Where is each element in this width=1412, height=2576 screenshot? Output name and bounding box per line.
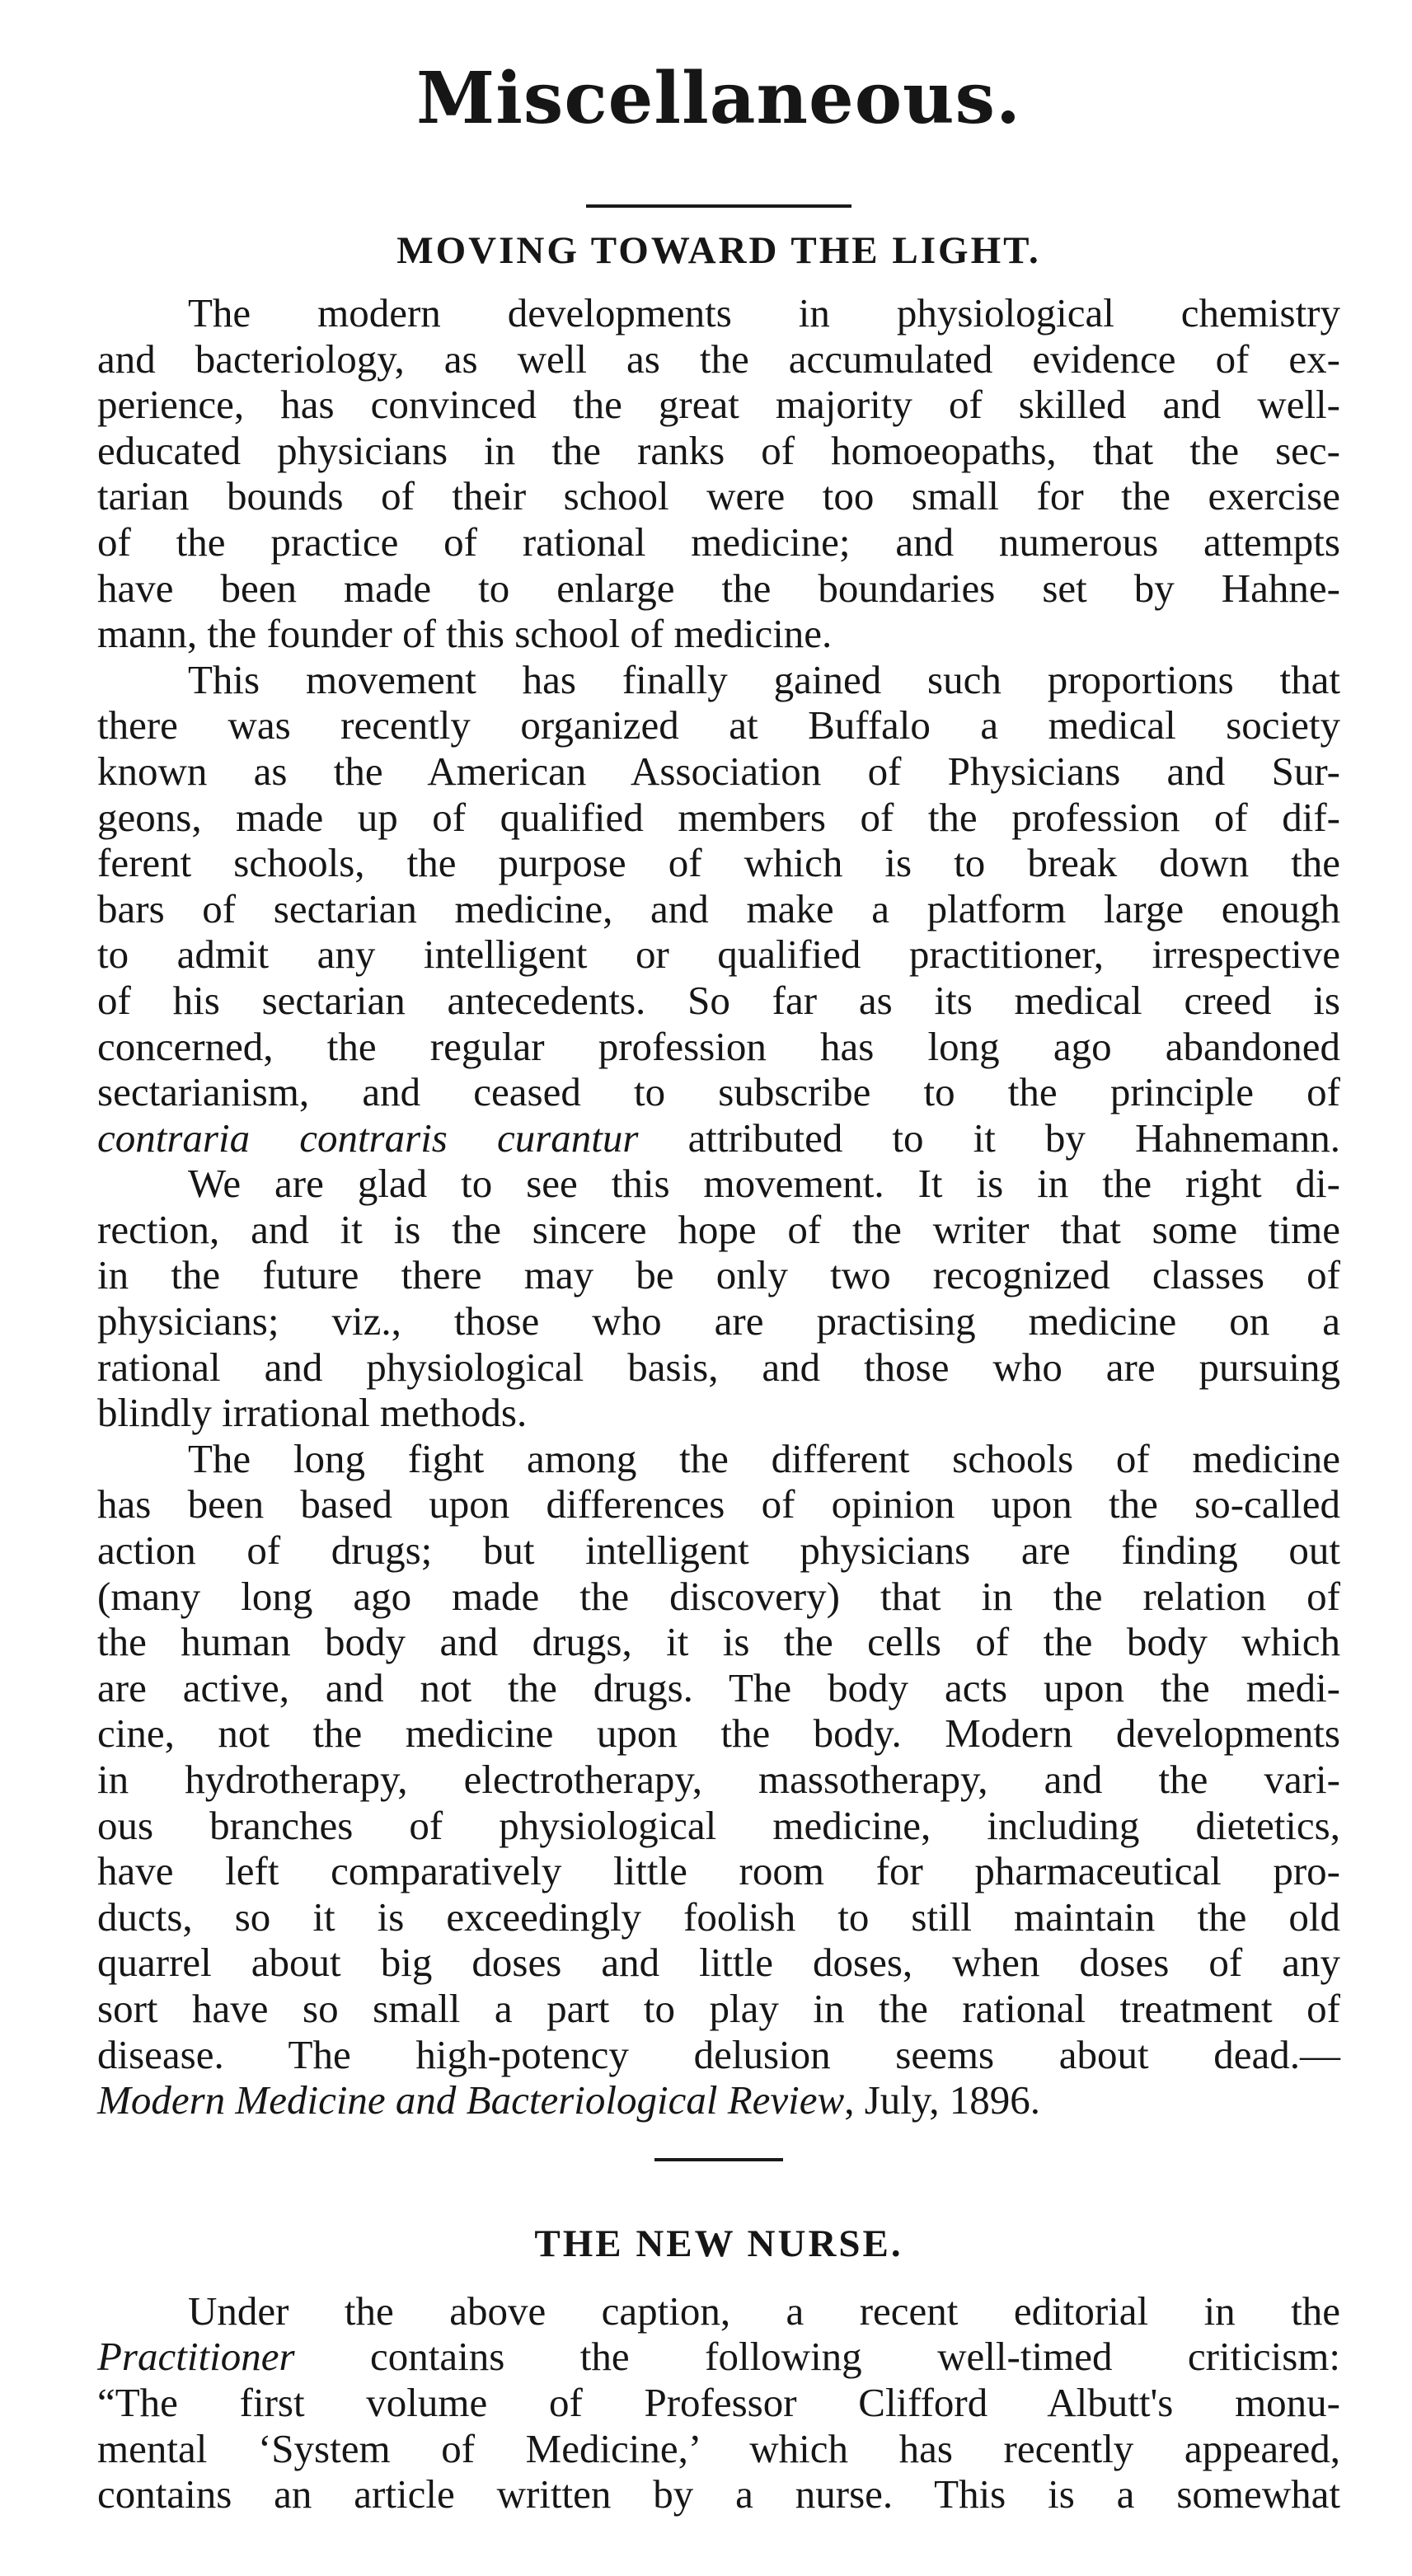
text-line: are active, and not the drugs. The body acts upon the medi- bbox=[97, 1664, 1340, 1710]
text-line: geons, made up of qualified members of the profession of dif- bbox=[97, 794, 1340, 840]
text-line: sectarianism, and ceased to subscribe to the principle of bbox=[97, 1069, 1340, 1115]
text-line: have left comparatively little room for pharmaceutical pro- bbox=[97, 1848, 1340, 1894]
text-line: bars of sectarian medicine, and make a platform large enough bbox=[97, 885, 1340, 931]
document-page bbox=[97, 58, 1340, 2517]
article-heading-the-new-nurse: THE NEW NURSE. bbox=[534, 2222, 903, 2265]
text-line: (many long ago made the discovery) that in the relation of bbox=[97, 1573, 1340, 1619]
text-line: known as the American Association of Physicians and Sur- bbox=[97, 748, 1340, 794]
text-line: in the future there may be only two recognized classes of bbox=[97, 1252, 1340, 1298]
text-line: concerned, the regular profession has long ago abandoned bbox=[97, 1023, 1340, 1069]
text-line: sort have so small a part to play in the rational treatment of bbox=[97, 1985, 1340, 2031]
text-line: “The first volume of Professor Clifford Albutt's monu- bbox=[97, 2379, 1340, 2425]
text-line: The modern developments in physiological chemistry bbox=[188, 290, 1340, 335]
text-line: Under the above caption, a recent editorial in the bbox=[188, 2287, 1340, 2334]
text-line: action of drugs; but intelligent physicians are finding out bbox=[97, 1527, 1340, 1574]
text-line: disease. The high-potency delusion seems about dead.— bbox=[97, 2031, 1340, 2077]
text-line: mental ‘System of Medicine,’ which has recently appeared, bbox=[97, 2425, 1340, 2471]
text-line: of the practice of rational medicine; and numerous attempts bbox=[97, 518, 1340, 565]
text-line: We are glad to see this movement. It is in the right di- bbox=[188, 1161, 1340, 1207]
source-journal: Modern Medicine and Bacteriological Review bbox=[97, 2077, 845, 2123]
journal-name: Practitioner bbox=[97, 2334, 295, 2380]
text-fragment: contains the following well-timed criticism: bbox=[370, 2334, 1340, 2380]
text-line: the human body and drugs, it is the cells of the body which bbox=[97, 1619, 1340, 1665]
source-citation bbox=[97, 2077, 1340, 2123]
text-line: of his sectarian antecedents. So far as its medical creed is bbox=[97, 977, 1340, 1023]
latin-phrase: contraria contraris curantur bbox=[97, 1114, 639, 1161]
text-fragment: attributed to it by Hahnemann. bbox=[687, 1114, 1341, 1161]
text-line: has been based upon differences of opinion upon the so-called bbox=[97, 1481, 1340, 1527]
text-line-with-journal bbox=[97, 2334, 1340, 2380]
section-title: Miscellaneous. bbox=[416, 57, 1021, 140]
text-line: rection, and it is the sincere hope of the writer that some time bbox=[97, 1206, 1340, 1252]
text-line: ducts, so it is exceedingly foolish to still maintain the old bbox=[97, 1893, 1340, 1940]
source-date: , July, 1896. bbox=[844, 2077, 1040, 2123]
text-line: quarrel about big doses and little doses, when doses of any bbox=[97, 1940, 1340, 1986]
text-line: educated physicians in the ranks of homoeopaths, that the sec- bbox=[97, 427, 1340, 473]
text-line-with-latin bbox=[97, 1115, 1340, 1161]
text-line: ferent schools, the purpose of which is to break down the bbox=[97, 840, 1340, 886]
text-line: have been made to enlarge the boundaries set by Hahne- bbox=[97, 565, 1340, 611]
text-line: cine, not the medicine upon the body. Modern developments bbox=[97, 1710, 1340, 1757]
article-body-the-new-nurse bbox=[97, 2288, 1340, 2517]
text-line: contains an article written by a nurse. This is a somewhat bbox=[97, 2471, 1340, 2517]
text-line: physicians; viz., those who are practising medicine on a bbox=[97, 1298, 1340, 1344]
text-line: ous branches of physiological medicine, including dietetics, bbox=[97, 1802, 1340, 1848]
article-heading-moving-toward-the-light: MOVING TOWARD THE LIGHT. bbox=[396, 229, 1041, 272]
text-line: mann, the founder of this school of medicine. bbox=[97, 611, 833, 657]
text-line: there was recently organized at Buffalo a medical society bbox=[97, 702, 1340, 748]
text-line: tarian bounds of their school were too small for the exercise bbox=[97, 473, 1340, 519]
text-line: rational and physiological basis, and those who are pursuing bbox=[97, 1344, 1340, 1390]
text-line: and bacteriology, as well as the accumulated evidence of ex- bbox=[97, 335, 1340, 382]
text-line: This movement has finally gained such proportions that bbox=[188, 656, 1340, 702]
text-line: perience, has convinced the great majority of skilled and well- bbox=[97, 382, 1340, 428]
text-line: to admit any intelligent or qualified practitioner, irrespective bbox=[97, 931, 1340, 978]
text-line: blindly irrational methods. bbox=[97, 1390, 528, 1436]
text-line: The long fight among the different schools of medicine bbox=[188, 1435, 1340, 1481]
article-body-moving-toward-the-light bbox=[97, 290, 1340, 2123]
section-divider bbox=[654, 2158, 783, 2161]
text-line: in hydrotherapy, electrotherapy, massotherapy, and the vari- bbox=[97, 1757, 1340, 1802]
title-rule bbox=[586, 204, 851, 208]
